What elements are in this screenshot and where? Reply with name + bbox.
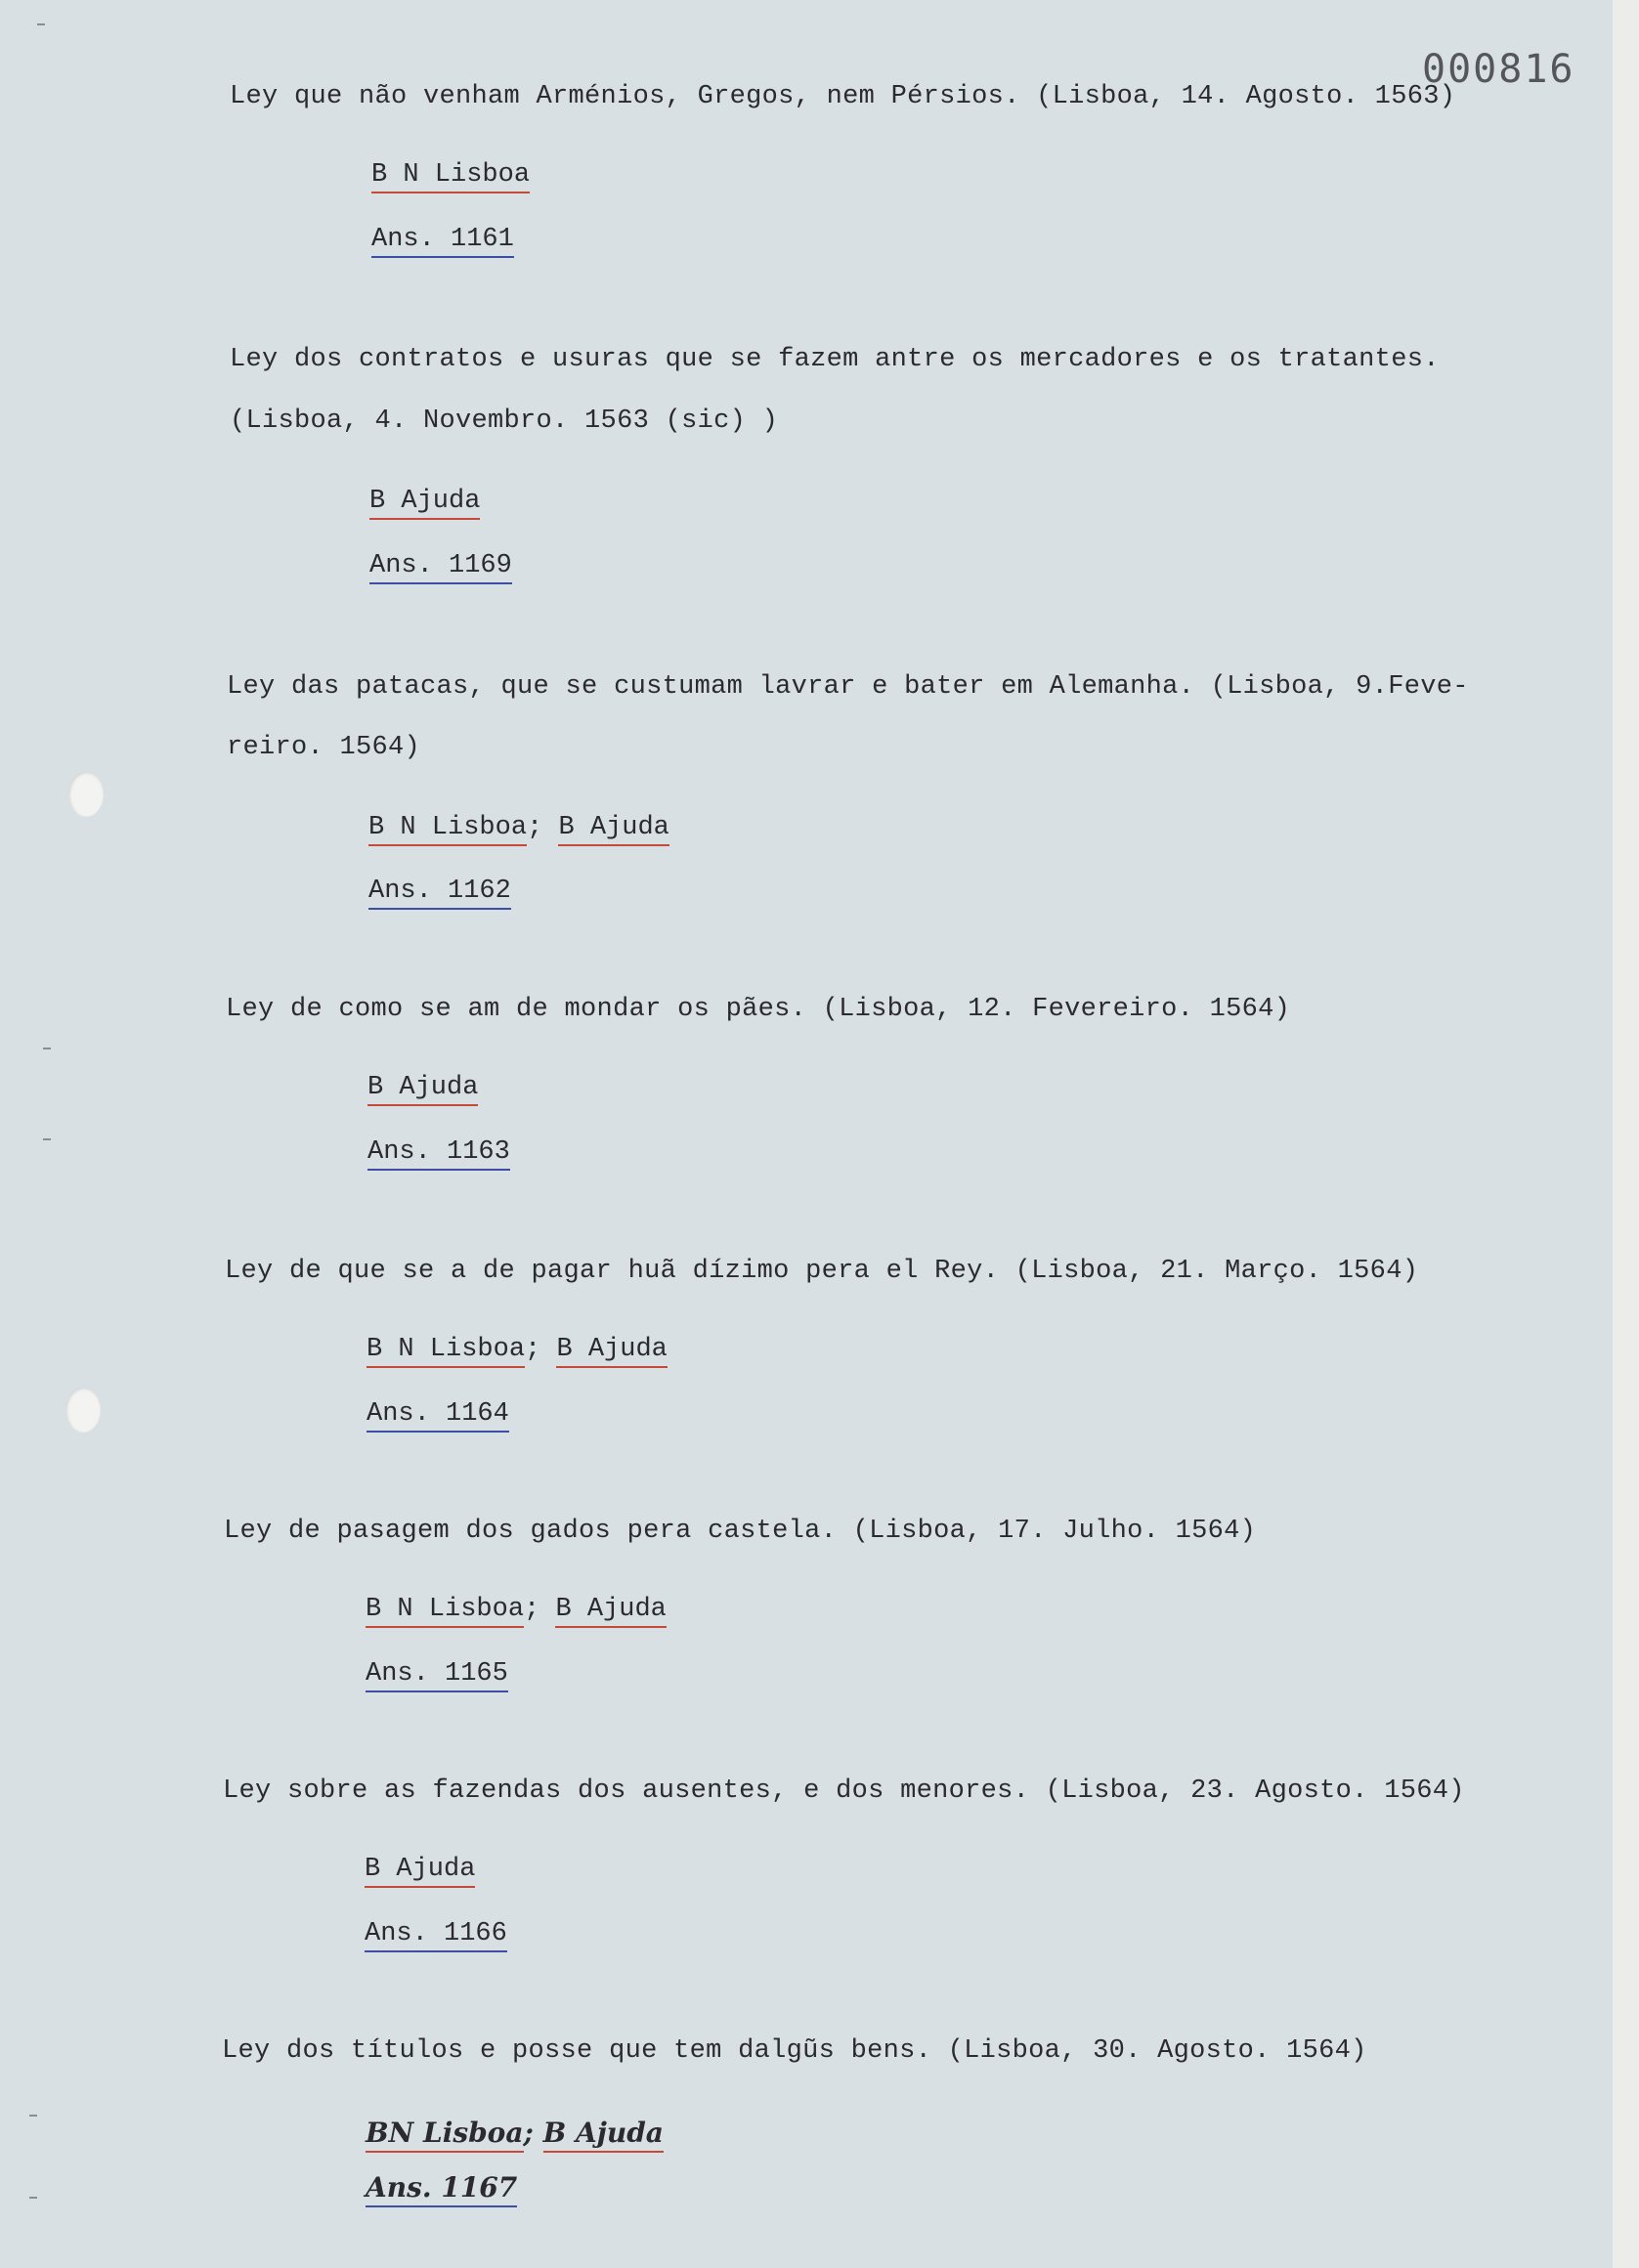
ans-number [367, 1399, 509, 1433]
ans-label: Ans. 1169 [369, 551, 512, 584]
entry-title-line: Ley dos contratos e usuras que se fazem antre os mercadores e os tratantes. [230, 345, 1440, 374]
paper-edge [1613, 0, 1639, 2268]
library-reference [366, 1595, 667, 1628]
library-name: B Ajuda [369, 487, 480, 520]
library-name: B N Lisboa [366, 1595, 524, 1628]
ans-label: Ans. 1166 [365, 1919, 507, 1952]
library-reference [369, 487, 480, 520]
entry-title-line: Ley de pasagem dos gados pera castela. (Lisboa, 17. Julho. 1564) [224, 1517, 1257, 1546]
ref-separator: ; [525, 1335, 557, 1364]
library-reference [367, 1073, 478, 1106]
margin-mark [29, 2115, 37, 2117]
margin-mark [37, 23, 45, 25]
entry-title-line: Ley sobre as fazendas dos ausentes, e dos menores. (Lisboa, 23. Agosto. 1564) [223, 1776, 1465, 1806]
ans-label: Ans. 1164 [367, 1399, 509, 1433]
margin-mark [43, 1138, 51, 1140]
handwritten-library-reference [366, 2117, 664, 2153]
ans-label: Ans. 1161 [371, 225, 514, 258]
library-reference [365, 1855, 475, 1888]
library-name: B Ajuda [556, 1335, 667, 1368]
ans-number [365, 1919, 507, 1952]
ref-separator: ; [527, 813, 559, 842]
ans-number [367, 1137, 510, 1171]
entry-title-line: Ley de como se am de mondar os pães. (Lisboa, 12. Fevereiro. 1564) [226, 995, 1291, 1024]
punch-hole [65, 1388, 101, 1433]
entry-title-line: Ley de que se a de pagar huã dízimo pera el Rey. (Lisboa, 21. Março. 1564) [225, 1257, 1419, 1286]
library-name: B Ajuda [555, 1595, 666, 1628]
ans-number [366, 1659, 508, 1692]
library-reference [367, 1335, 668, 1368]
entry-title-line: Ley dos títulos e posse que tem dalgũs bens. (Lisboa, 30. Agosto. 1564) [222, 2036, 1367, 2066]
library-reference [371, 160, 530, 193]
margin-mark [29, 2197, 37, 2199]
ans-number [371, 225, 514, 258]
entry-title-line: Ley que não venham Arménios, Gregos, nem Pérsios. (Lisboa, 14. Agosto. 1563) [230, 82, 1456, 111]
entry-title-line: reiro. 1564) [227, 733, 421, 762]
punch-hole [68, 772, 104, 817]
library-name: B Ajuda [543, 2117, 664, 2153]
ans-label: Ans. 1162 [368, 877, 511, 910]
library-name: B N Lisboa [368, 813, 527, 846]
entry-title-line: Ley das patacas, que se custumam lavrar e bater em Alemanha. (Lisboa, 9.Feve- [227, 672, 1469, 702]
library-name: B Ajuda [558, 813, 669, 846]
ans-label: Ans. 1165 [366, 1659, 508, 1692]
ans-label: Ans. 1167 [366, 2171, 517, 2207]
library-name: B Ajuda [365, 1855, 475, 1888]
ans-number [368, 877, 511, 910]
library-name: B N Lisboa [371, 160, 530, 193]
ans-number [369, 551, 512, 584]
ref-separator: ; [524, 1595, 556, 1624]
ref-separator: ; [523, 2117, 543, 2149]
page-number-stamp: 000816 [1422, 47, 1575, 92]
library-name: B N Lisboa [367, 1335, 525, 1368]
library-reference [368, 813, 669, 846]
library-name: B Ajuda [367, 1073, 478, 1106]
handwritten-ans-number [366, 2171, 517, 2207]
library-name: BN Lisboa [366, 2117, 524, 2153]
margin-mark [43, 1048, 51, 1049]
entry-title-line: (Lisboa, 4. Novembro. 1563 (sic) ) [230, 407, 779, 436]
ans-label: Ans. 1163 [367, 1137, 510, 1171]
